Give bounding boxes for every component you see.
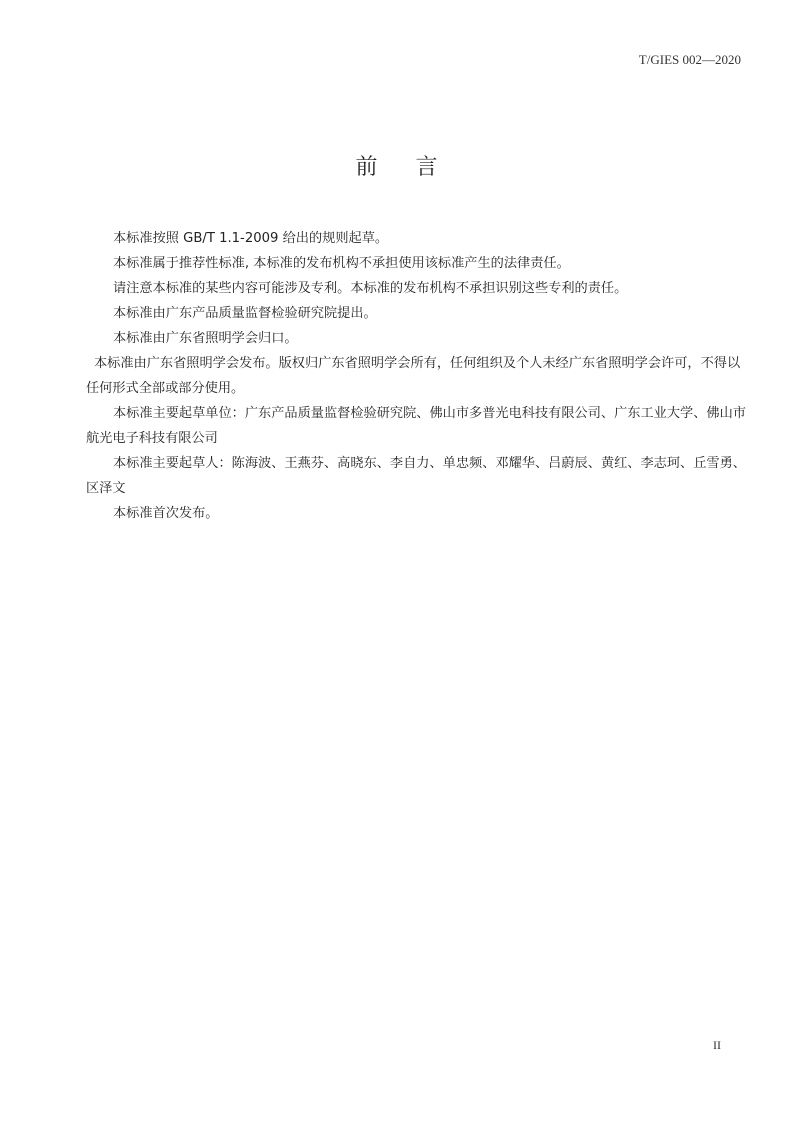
paragraph-administered-by: 本标准由广东省照明学会归口。 <box>113 331 298 346</box>
paragraph-drafting-units: 本标准主要起草单位：广东产品质量监督检验研究院、佛山市多普光电科技有限公司、广东工业大学、佛山市航光电子科技有限公司 <box>86 406 746 446</box>
paragraph-drafting-rules: 本标准按照 GB/T 1.1-2009 给出的规则起草。 <box>113 231 389 246</box>
page-title: 前言 <box>355 155 476 180</box>
page-number: II <box>713 1038 721 1052</box>
paragraph-proposed-by: 本标准由广东产品质量监督检验研究院提出。 <box>113 306 377 321</box>
paragraph-drafters: 本标准主要起草人：陈海波、王燕芬、高晓东、李自力、单忠频、邓耀华、吕蔚辰、黄红、李志珂、丘雪勇、区泽文 <box>86 456 746 496</box>
paragraph-first-release: 本标准首次发布。 <box>113 506 219 521</box>
paragraph-copyright: 本标准由广东省照明学会发布。版权归广东省照明学会所有，任何组织及个人未经广东省照明学会许可，不得以任何形式全部或部分使用。 <box>86 356 741 396</box>
paragraph-patent-notice: 请注意本标准的某些内容可能涉及专利。本标准的发布机构不承担识别这些专利的责任。 <box>113 281 628 296</box>
foreword-body <box>86 226 746 526</box>
standard-code: T/GIES 002—2020 <box>638 52 741 67</box>
paragraph-recommended-standard: 本标准属于推荐性标准, 本标准的发布机构不承担使用该标准产生的法律责任。 <box>113 256 570 271</box>
